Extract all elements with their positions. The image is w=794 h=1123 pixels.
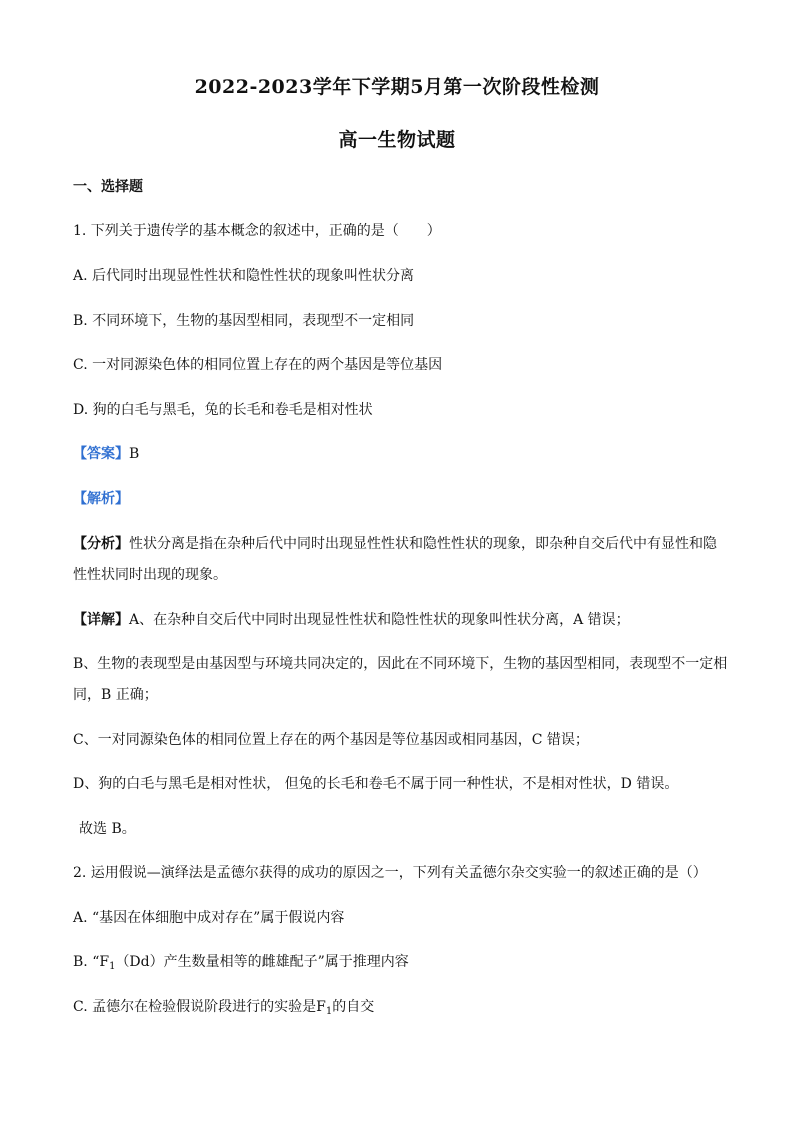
- question-1-option-a: A. 后代同时出现显性性状和隐性性状的现象叫性状分离: [73, 268, 415, 284]
- question-1-option-b: B. 不同环境下，生物的基因型相同，表现型不一定相同: [73, 313, 415, 329]
- option-b-text-pre: B. “F: [73, 954, 110, 970]
- option-c-text-pre: C. 孟德尔在检验假说阶段进行的实验是F: [73, 999, 326, 1015]
- exam-title: 2022-2023学年下学期5月第一次阶段性检测: [194, 76, 600, 98]
- option-b-text-post: （Dd）产生数量相等的雌雄配子”属于推理内容: [115, 954, 409, 970]
- xiangjie-tag: 【详解】: [73, 612, 129, 628]
- question-1-option-c: C. 一对同源染色体的相同位置上存在的两个基因是等位基因: [73, 357, 443, 373]
- question-2-option-c: [73, 997, 723, 1022]
- fenxi-line-1: [73, 534, 723, 554]
- conclusion-line: 故选 B。: [79, 821, 136, 837]
- option-c-subscript: 1: [325, 1006, 333, 1017]
- fenxi-line-2: 性性状同时出现的现象。: [73, 567, 227, 583]
- xiangjie-line-b1: B、生物的表现型是由基因型与环境共同决定的，因此在不同环境下，生物的基因型相同，表现型不一定相: [73, 656, 728, 672]
- fenxi-text-1: 性状分离是指在杂种后代中同时出现显性性状和隐性性状的现象，即杂种自交后代中有显性和隐: [129, 536, 717, 552]
- xiangjie-line-b2: 同，B 正确；: [73, 687, 158, 703]
- question-1-stem: 1. 下列关于遗传学的基本概念的叙述中，正确的是（ ）: [73, 223, 441, 239]
- xiangjie-line-a: [73, 610, 723, 630]
- xiangjie-line-d: D、狗的白毛与黑毛是相对性状， 但兔的长毛和卷毛不属于同一种性状，不是相对性状，D 错误。: [73, 776, 679, 792]
- answer-tag: 【答案】: [73, 446, 129, 462]
- option-c-text-post: 的自交: [332, 999, 375, 1015]
- question-2-stem: 2. 运用假说—演绎法是孟德尔获得的成功的原因之一，下列有关孟德尔杂交实验一的叙述正确的是（）: [73, 865, 707, 881]
- option-b-subscript: 1: [109, 961, 116, 972]
- xiangjie-text-a: A、在杂种自交后代中同时出现显性性状和隐性性状的现象叫性状分离，A 错误；: [129, 612, 630, 628]
- question-2-option-b: [73, 952, 723, 977]
- analysis-tag: 【解析】: [73, 491, 129, 507]
- question-2-option-a: A. “基因在体细胞中成对存在”属于假说内容: [73, 910, 345, 926]
- fenxi-tag: 【分析】: [73, 536, 129, 552]
- section-heading: 一、选择题: [73, 179, 143, 195]
- answer-value: B: [129, 446, 140, 462]
- exam-subtitle: 高一生物试题: [338, 129, 456, 151]
- question-1-option-d: D. 狗的白毛与黑毛，兔的长毛和卷毛是相对性状: [73, 402, 373, 418]
- analysis-line: [73, 489, 723, 509]
- xiangjie-line-c: C、一对同源染色体的相同位置上存在的两个基因是等位基因或相同基因，C 错误；: [73, 732, 589, 748]
- answer-line: [73, 444, 723, 464]
